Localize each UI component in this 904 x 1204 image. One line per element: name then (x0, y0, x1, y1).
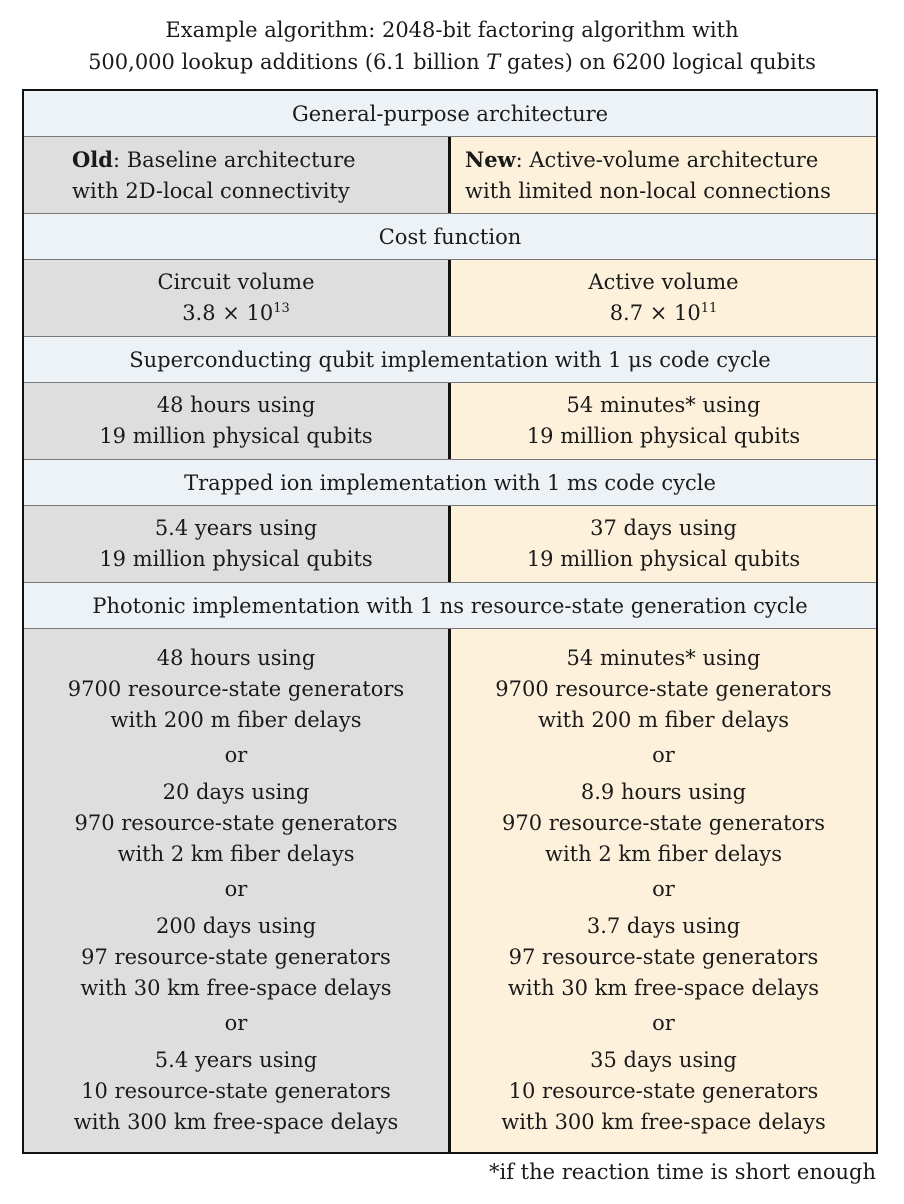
option-delays: with 300 km free-space delays (73, 1110, 399, 1134)
photonic-old-option-4 (74, 1045, 399, 1138)
or-separator: or (224, 877, 248, 901)
figure-title (0, 14, 904, 78)
architecture-header (24, 91, 876, 137)
option-time: 35 days using (590, 1048, 737, 1072)
comparison-table (22, 89, 878, 1154)
trapped-ion-old-cell (24, 506, 451, 582)
architecture-header-text: General-purpose architecture (291, 101, 609, 126)
option-generators: 970 resource-state generators (74, 811, 398, 835)
trapped-ion-header (24, 460, 876, 506)
architecture-row (24, 137, 876, 214)
option-delays: with 30 km free-space delays (507, 976, 820, 1000)
superconducting-row (24, 383, 876, 460)
option-delays: with 300 km free-space delays (501, 1110, 826, 1134)
circuit-volume-label: Circuit volume (157, 270, 315, 294)
trapped-ion-old-time: 5.4 years using (154, 516, 318, 540)
circuit-volume-cell (24, 260, 451, 336)
option-delays: with 30 km free-space delays (80, 976, 392, 1000)
option-time: 48 hours using (156, 646, 316, 670)
new-architecture-line-2: with limited non-local connections (465, 178, 831, 203)
title-line-1: Example algorithm: 2048-bit factoring algorithm with (165, 18, 739, 42)
circuit-volume-exponent: 13 (273, 301, 290, 316)
active-volume-mantissa: 8.7 × 10 (609, 301, 701, 325)
active-volume-cell (451, 260, 876, 336)
option-generators: 970 resource-state generators (501, 811, 826, 835)
option-time: 3.7 days using (586, 914, 741, 938)
option-generators: 97 resource-state generators (81, 945, 391, 969)
option-generators: 9700 resource-state generators (495, 677, 832, 701)
option-generators: 10 resource-state generators (508, 1079, 819, 1103)
superconducting-old-time: 48 hours using (156, 393, 316, 417)
old-architecture-line-1 (72, 144, 356, 176)
cost-function-row (24, 260, 876, 337)
option-time: 200 days using (155, 914, 317, 938)
trapped-ion-old-qubits: 19 million physical qubits (99, 547, 373, 571)
option-delays: with 2 km fiber delays (117, 842, 355, 866)
superconducting-old-qubits: 19 million physical qubits (99, 424, 373, 448)
option-delays: with 2 km fiber delays (544, 842, 783, 866)
photonic-new-option-3 (508, 911, 819, 1004)
active-volume-exponent: 11 (700, 301, 718, 316)
cost-function-header-text: Cost function (378, 224, 522, 249)
new-architecture-line-1 (465, 144, 818, 176)
superconducting-header-text: Superconducting qubit implementation with 1 μs code cycle (129, 347, 771, 372)
option-time: 8.9 hours using (580, 780, 747, 804)
trapped-ion-new-cell (451, 506, 876, 582)
photonic-header (24, 583, 876, 629)
old-architecture-line-2: with 2D-local connectivity (72, 178, 350, 203)
new-label: New (465, 146, 516, 172)
option-time: 5.4 years using (154, 1048, 318, 1072)
or-separator: or (652, 743, 675, 767)
option-time: 54 minutes* using (566, 646, 761, 670)
trapped-ion-header-text: Trapped ion implementation with 1 ms code cycle (184, 470, 716, 495)
photonic-old-option-1 (68, 643, 404, 736)
old-label: Old (72, 146, 113, 172)
photonic-new-option-1 (495, 643, 831, 736)
old-architecture-cell (24, 137, 451, 213)
photonic-row (24, 629, 876, 1152)
cost-function-header (24, 214, 876, 260)
or-separator: or (224, 743, 248, 767)
title-line-2 (0, 46, 904, 78)
new-architecture-desc: : Active-volume architecture (515, 147, 819, 172)
title-line-2-post: gates) on 6200 logical qubits (500, 50, 816, 74)
option-time: 20 days using (162, 780, 310, 804)
option-delays: with 200 m fiber delays (537, 708, 789, 732)
active-volume-value (610, 298, 718, 329)
option-generators: 10 resource-state generators (81, 1079, 391, 1103)
superconducting-new-cell (451, 383, 876, 459)
or-separator: or (652, 1011, 675, 1035)
old-architecture-desc: : Baseline architecture (112, 147, 356, 172)
active-volume-label: Active volume (588, 270, 739, 294)
new-architecture-cell (451, 137, 876, 213)
option-generators: 9700 resource-state generators (67, 677, 405, 701)
photonic-header-text: Photonic implementation with 1 ns resource-state generation cycle (92, 593, 808, 618)
photonic-new-option-4 (501, 1045, 826, 1138)
option-delays: with 200 m fiber delays (110, 708, 362, 732)
superconducting-new-time: 54 minutes* using (566, 393, 761, 417)
photonic-new-cell (451, 629, 876, 1152)
option-generators: 97 resource-state generators (508, 945, 819, 969)
circuit-volume-mantissa: 3.8 × 10 (182, 301, 274, 325)
title-t-symbol: T (486, 50, 501, 74)
photonic-old-cell (24, 629, 451, 1152)
superconducting-new-qubits: 19 million physical qubits (526, 424, 801, 448)
or-separator: or (652, 877, 675, 901)
superconducting-old-cell (24, 383, 451, 459)
photonic-old-option-2 (74, 777, 397, 870)
title-line-2-pre: 500,000 lookup additions (6.1 billion (88, 50, 487, 74)
photonic-old-option-3 (80, 911, 391, 1004)
trapped-ion-new-time: 37 days using (590, 516, 737, 540)
trapped-ion-row (24, 506, 876, 583)
footnote: *if the reaction time is short enough (488, 1160, 876, 1184)
superconducting-header (24, 337, 876, 383)
trapped-ion-new-qubits: 19 million physical qubits (526, 547, 801, 571)
or-separator: or (224, 1011, 248, 1035)
circuit-volume-value (182, 298, 290, 329)
photonic-new-option-2 (502, 777, 825, 870)
